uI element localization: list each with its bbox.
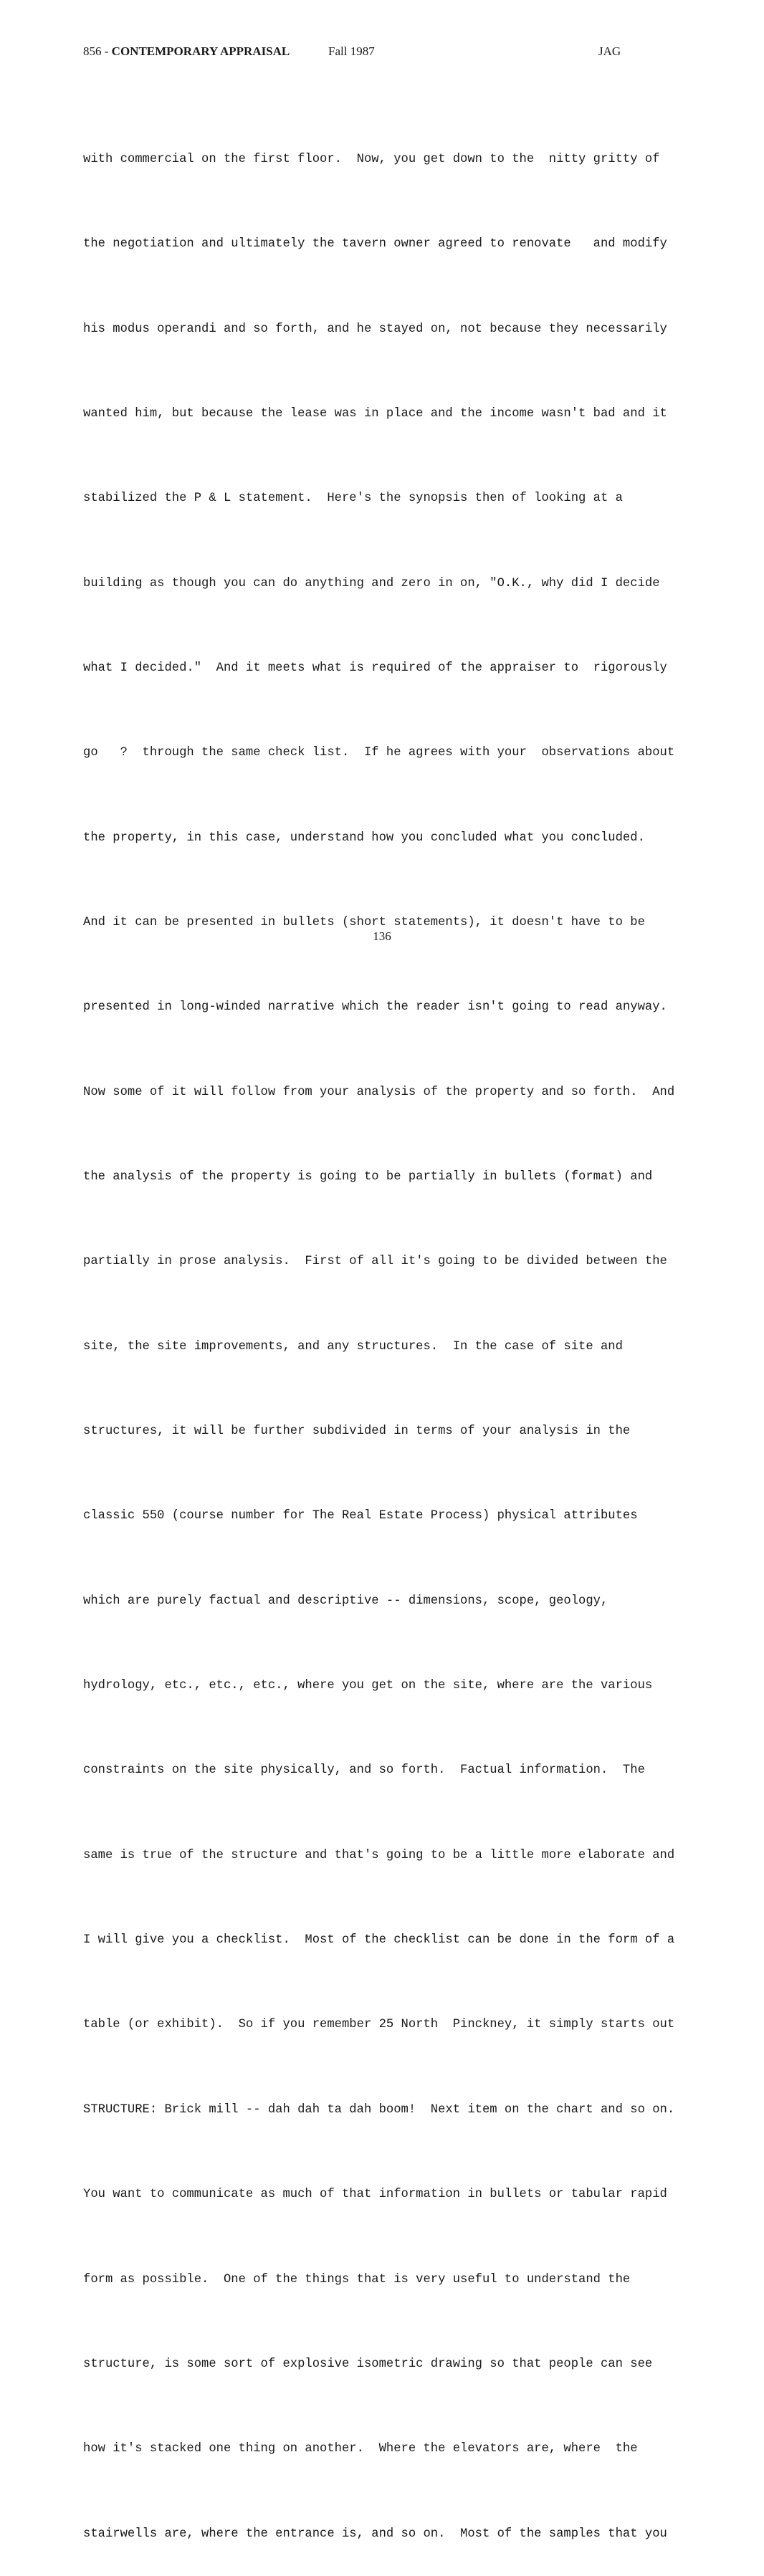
body-line: building as though you can do anything and zero in on, "O.K., why did I decide [83,576,660,590]
body-line: how it's stacked one thing on another. Where the elevators are, where the [83,2442,638,2456]
term-label: Fall 1987 [328,44,375,58]
course-title: CONTEMPORARY APPRAISAL [111,44,290,58]
body-line: stairwells are, where the entrance is, and so on. Most of the samples that you [83,2527,667,2541]
body-line: form as possible. One of the things that is very useful to understand the [83,2272,631,2287]
body-line: And it can be presented in bullets (short statements), it doesn't have to be [83,916,645,929]
body-line: structures, it will be further subdivided in terms of your analysis in the [83,1425,631,1439]
course-heading [83,44,290,59]
body-line: wanted him, but because the lease was in place and the income wasn't bad and it [83,406,667,421]
course-number: 856 - [83,44,112,58]
body-line: I will give you a checklist. Most of the checklist can be done in the form of a [83,1933,675,1948]
body-line: his modus operandi and so forth, and he stayed on, not because they necessarily [83,322,667,336]
body-line: table (or exhibit). So if you remember 25 North Pinckney, it simply starts out [83,2018,675,2032]
body-line: structure, is some sort of explosive isometric drawing so that people can see [83,2357,653,2371]
page-header [0,44,764,60]
body-line: Now some of it will follow from your analysis of the property and so forth. And [83,1085,675,1099]
body-line: same is true of the structure and that's going to be a little more elaborate and [83,1848,675,1862]
body-line: You want to communicate as much of that information in bullets or tabular rapid [83,2188,667,2202]
body-line: STRUCTURE: Brick mill -- dah dah ta dah boom! Next item on the chart and so on. [83,2102,675,2117]
body-line: hydrology, etc., etc., etc., where you get on the site, where are the various [83,1679,653,1693]
body-line: the negotiation and ultimately the tavern owner agreed to renovate and modify [83,237,667,252]
body-line: what I decided." And it meets what is required of the appraiser to rigorously [83,661,667,675]
body-line: presented in long-winded narrative which the reader isn't going to read anyway. [83,1000,667,1015]
page-number: 136 [373,929,391,943]
body-line: which are purely factual and descriptive -- dimensions, scope, geology, [83,1594,608,1608]
body-line: the property, in this case, understand how you concluded what you concluded. [83,830,645,845]
body-line: constraints on the site physically, and so forth. Factual information. The [83,1763,645,1778]
body-line: the analysis of the property is going to be partially in bullets (format) and [83,1170,653,1184]
body-line: classic 550 (course number for The Real Estate Process) physical attributes [83,1509,638,1523]
body-line: stabilized the P & L statement. Here's the synopsis then of looking at a [83,492,623,506]
transcript-body [83,89,728,2576]
body-line: with commercial on the first floor. Now, you get down to the nitty gritty of [83,152,660,166]
body-line: partially in prose analysis. First of all it's going to be divided between the [83,1255,667,1269]
author-initials: JAG [598,44,621,58]
body-line: site, the site improvements, and any structures. In the case of site and [83,1339,623,1354]
body-line: go ? through the same check list. If he agrees with your observations about [83,746,675,760]
